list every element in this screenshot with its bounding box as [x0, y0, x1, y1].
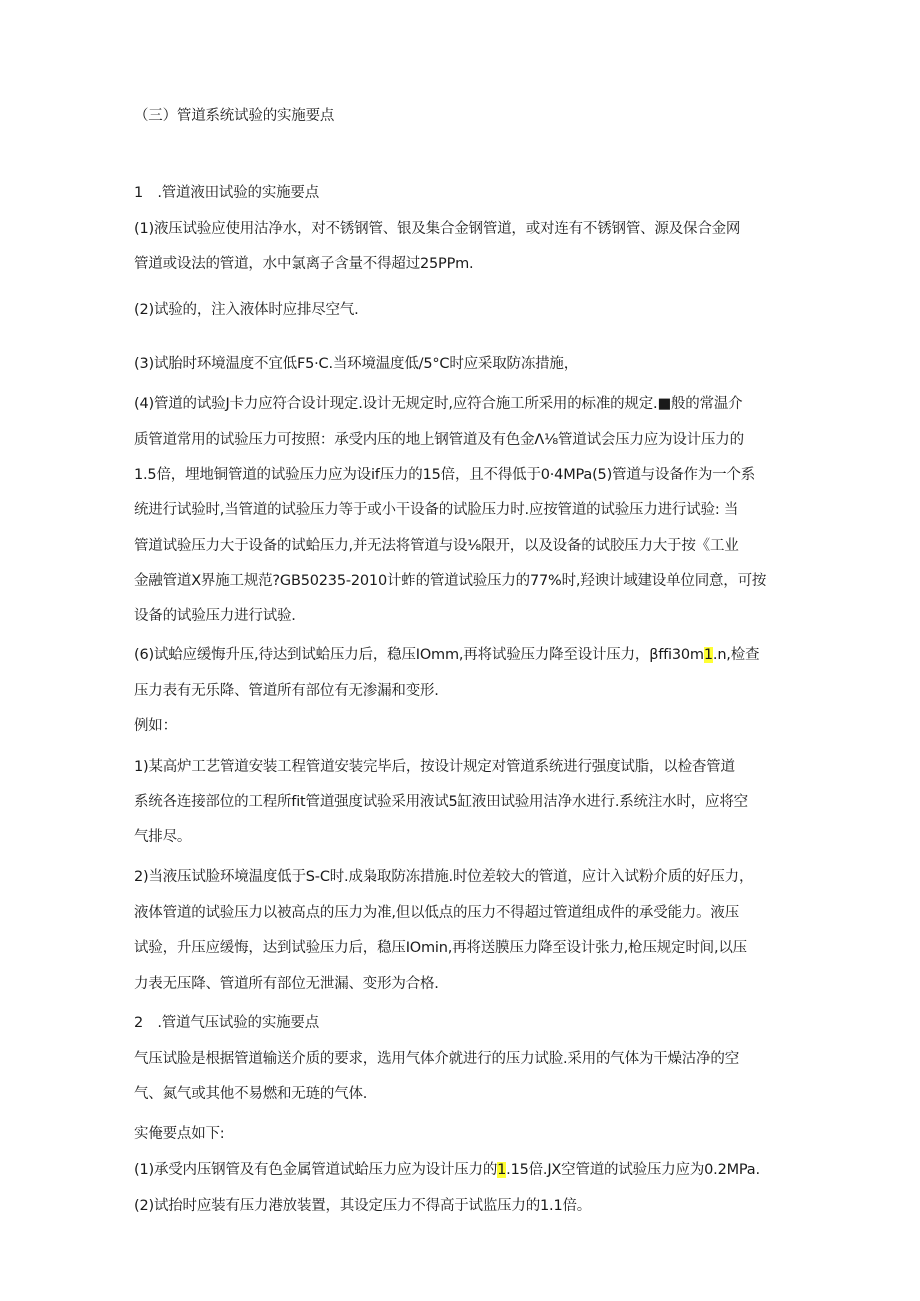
paragraph-line: 实俺要点如下: [134, 1126, 225, 1142]
line-text-before: (6)试蛤应缓悔升压,待达到试蛤压力后，稳压IOmm,再将试验压力降至设计压力，βffi30m [134, 647, 704, 663]
highlighted-text: 1 [497, 1162, 507, 1178]
highlighted-text: 1 [703, 647, 713, 663]
line-text-after: .15倍.JX空管道的试验压力应为0.2MPa. [506, 1162, 760, 1178]
paragraph-line: 气压试脸是根据管道输送介质的要求，选用气体介就进行的压力试脸.采用的气体为干燥沽净的空 [134, 1051, 740, 1067]
paragraph-line: (2)试验的，注入液体时应排尽空气. [134, 302, 359, 318]
paragraph-line: 试验，升压应缓悔，达到试验压力后，稳压IOmin,再将送膜压力降至设计张力,枪压规定时间,以压 [134, 940, 747, 956]
paragraph-line: (1)液压试验应使用沽净水，对不锈钢管、银及集合金钢管道，或对连有不锈钢管、源及保合金网 [134, 221, 741, 237]
example-label: 例如： [134, 718, 177, 734]
paragraph-line: 液体管道的试验压力以被高点的压力为准,但以低点的压力不得超过管道组成件的承受能力。液压 [134, 905, 740, 921]
paragraph-line: 系统各连接部位的工程所fit管道强度试验采用液试5缸液田试验用洁净水进行.系统注水时，应将空 [134, 794, 748, 810]
paragraph-line: 气排尽。 [134, 829, 192, 845]
paragraph-line: 质管道常用的试验压力可按照：承受内压的地上钢管道及有色金Λ⅛管道试会压力应为设计压力的 [134, 432, 744, 448]
line-text-after: .n,检查 [712, 647, 760, 663]
paragraph-line: 气、氮气或其他不易燃和无琏的气体. [134, 1086, 368, 1102]
paragraph-line: 1.5倍，埋地铜管道的试验压力应为设if压力的15倍，且不得低于0·4MPa(5)管道与设备作为一个系 [134, 467, 756, 483]
paragraph-line: 压力表有无乐降、管道所有部位有无渗漏和变形. [134, 683, 439, 699]
paragraph-line: 统进行试验时,当管道的试验压力等于或小干设备的试脸压力时.应按管道的试验压力进行试验: 当 [134, 502, 739, 518]
paragraph-line-with-highlight [134, 645, 794, 665]
paragraph-line: 设备的试验压力进行试验. [134, 608, 296, 624]
section-title: （三）管道系统试验的实施要点 [134, 108, 335, 124]
paragraph-line: 管道试验压力大于设备的试蛤压力,并无法将管道与设⅛限开，以及设备的试胶压力大于按《工业 [134, 538, 739, 554]
paragraph-line: 2)当液压试脸环境温度低于S-C时.成枭取防冻措施.时位差较大的管道，应计入试粉介质的好压力， [134, 869, 754, 885]
paragraph-line: 金融管道X界施工规范?GB50235-2010计蚱的管道试验压力的77%时,羟谀计域建设单位同意，可按 [134, 573, 767, 589]
line-text-before: (1)承受内压钢管及有色金属管道试蛤压力应为设计压力的 [134, 1162, 498, 1178]
paragraph-line: 1)某高炉工艺管道安装工程管道安装完毕后，按设计规定对管道系统进行强度试脂，以检杳管道 [134, 759, 735, 775]
subsection-heading-pneumatic: 2 .管道气压试验的实施要点 [134, 1015, 320, 1031]
paragraph-line-with-highlight [134, 1160, 794, 1180]
paragraph-line: (4)管道的试验J卡力应符合设计现定.设计无规定时,应符合施工所采用的标准的规定.■般的常温介 [134, 396, 743, 412]
subsection-heading-hydrostatic: 1 .管道液田试验的实施要点 [134, 185, 320, 201]
paragraph-line: 管道或设法的管道，水中氯离子含量不得超过25PPm. [134, 256, 474, 272]
paragraph-line: 力表无压降、管道所有部位无泄漏、变形为合格. [134, 976, 439, 992]
paragraph-line: (3)试胎时环境温度不宜低F5·C.当环境温度低/5°C时应采取防冻措施， [134, 356, 579, 372]
paragraph-line: (2)试抬时应装有压力港放装置，其设定压力不得高于试监压力的1.1倍。 [134, 1198, 592, 1214]
